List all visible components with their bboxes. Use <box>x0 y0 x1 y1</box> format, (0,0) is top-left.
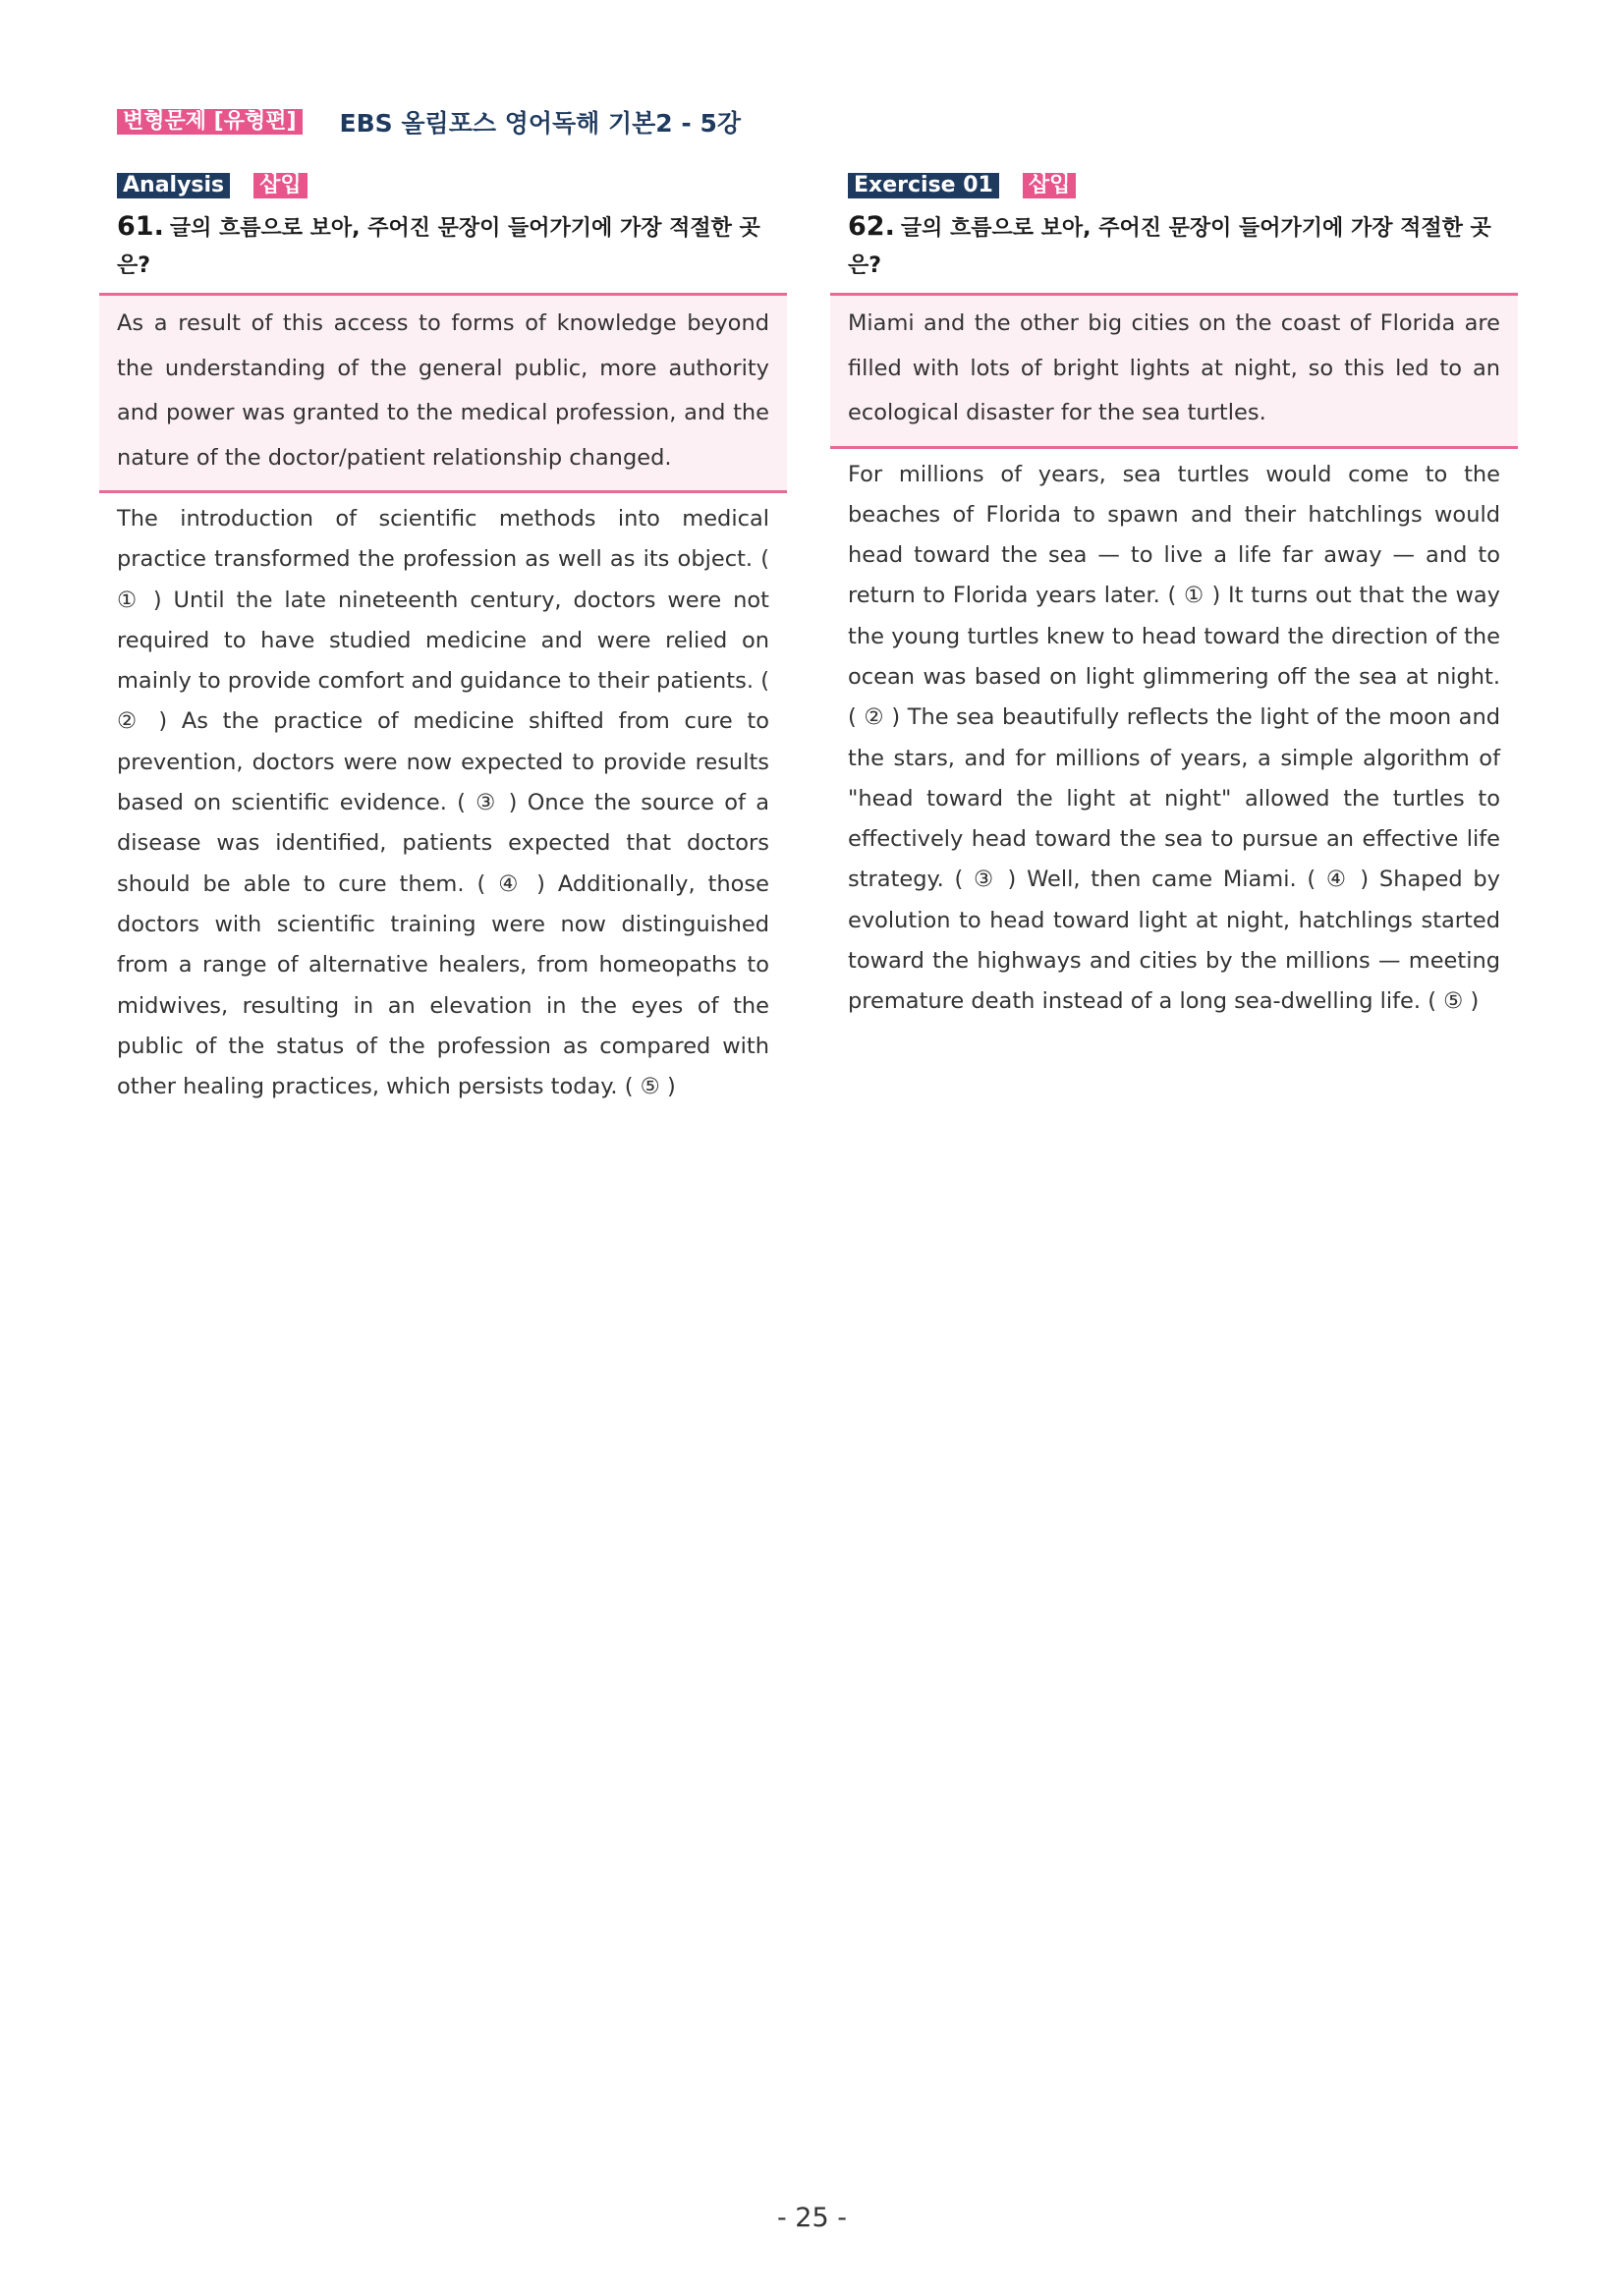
header-category-tag: 변형문제 [유형편] <box>117 109 303 135</box>
question-61-title <box>99 208 787 285</box>
right-tags-row <box>830 173 1518 198</box>
insertion-type-tag: 삽입 <box>253 173 308 198</box>
insertion-type-tag: 삽입 <box>1023 173 1077 198</box>
given-sentence-box: As a result of this access to forms of knowledge beyond the understanding of the general public, more authority and power was granted to the medical profession, and the nature of the doctor/patient relationship changed. <box>99 293 787 493</box>
question-number: 61. <box>117 211 164 242</box>
right-question-column <box>830 173 1518 1023</box>
question-61-passage: The introduction of scientific methods into medical practice transformed the profession as well as its object. ( ① ) Until the late nineteenth century, doctors were not required to have studied medicine and were relied on mainly to provide comfort and guidance to their patients. ( ② ) As the practice of medicine shifted from cure to prevention, doctors were now expected to provide results based on scientific evidence. ( ③ ) Once the source of a disease was identified, patients expected that doctors should be able to cure them. ( ④ ) Additionally, those doctors with scientific training were now distinguished from a range of alternative healers, from homeopaths to midwives, resulting in an elevation in the eyes of the public of the status of the profession as compared with other healing practices, which persists today. ( ⑤ ) <box>117 506 769 1100</box>
analysis-tag: Analysis <box>117 173 230 198</box>
left-question-column <box>99 173 787 1107</box>
question-number: 62. <box>848 211 895 242</box>
given-sentence-box: Miami and the other big cities on the coast of Florida are filled with lots of bright lights at night, so this led to an ecological disaster for the sea turtles. <box>830 293 1518 449</box>
question-62-passage: For millions of years, sea turtles would come to the beaches of Florida to spawn and their hatchlings would head toward the sea — to live a life far away — and to return to Florida years later. ( ① ) It turns out that the way the young turtles knew to head toward the direction of the ocean was based on light glimmering off the sea at night. ( ② ) The sea beautifully reflects the light of the moon and the stars, and for millions of years, a simple algorithm of "head toward the light at night" allowed the turtles to effectively head toward the sea to pursue an effective life strategy. ( ③ ) Well, then came Miami. ( ④ ) Shaped by evolution to head toward light at night, hatchlings started toward the highways and cities by the millions — meeting premature death instead of a long sea-dwelling life. ( ⑤ ) <box>848 461 1500 1015</box>
page-header <box>117 104 741 140</box>
question-62-title <box>830 208 1518 285</box>
question-instruction: 글의 흐름으로 보아, 주어진 문장이 들어가기에 가장 적절한 곳은? <box>117 216 760 278</box>
question-instruction: 글의 흐름으로 보아, 주어진 문장이 들어가기에 가장 적절한 곳은? <box>848 216 1491 278</box>
page-number: - 25 - <box>776 2203 847 2233</box>
header-title: EBS 올림포스 영어독해 기본2 - 5강 <box>339 109 742 138</box>
left-tags-row <box>99 173 787 198</box>
exercise-tag: Exercise 01 <box>848 173 999 198</box>
